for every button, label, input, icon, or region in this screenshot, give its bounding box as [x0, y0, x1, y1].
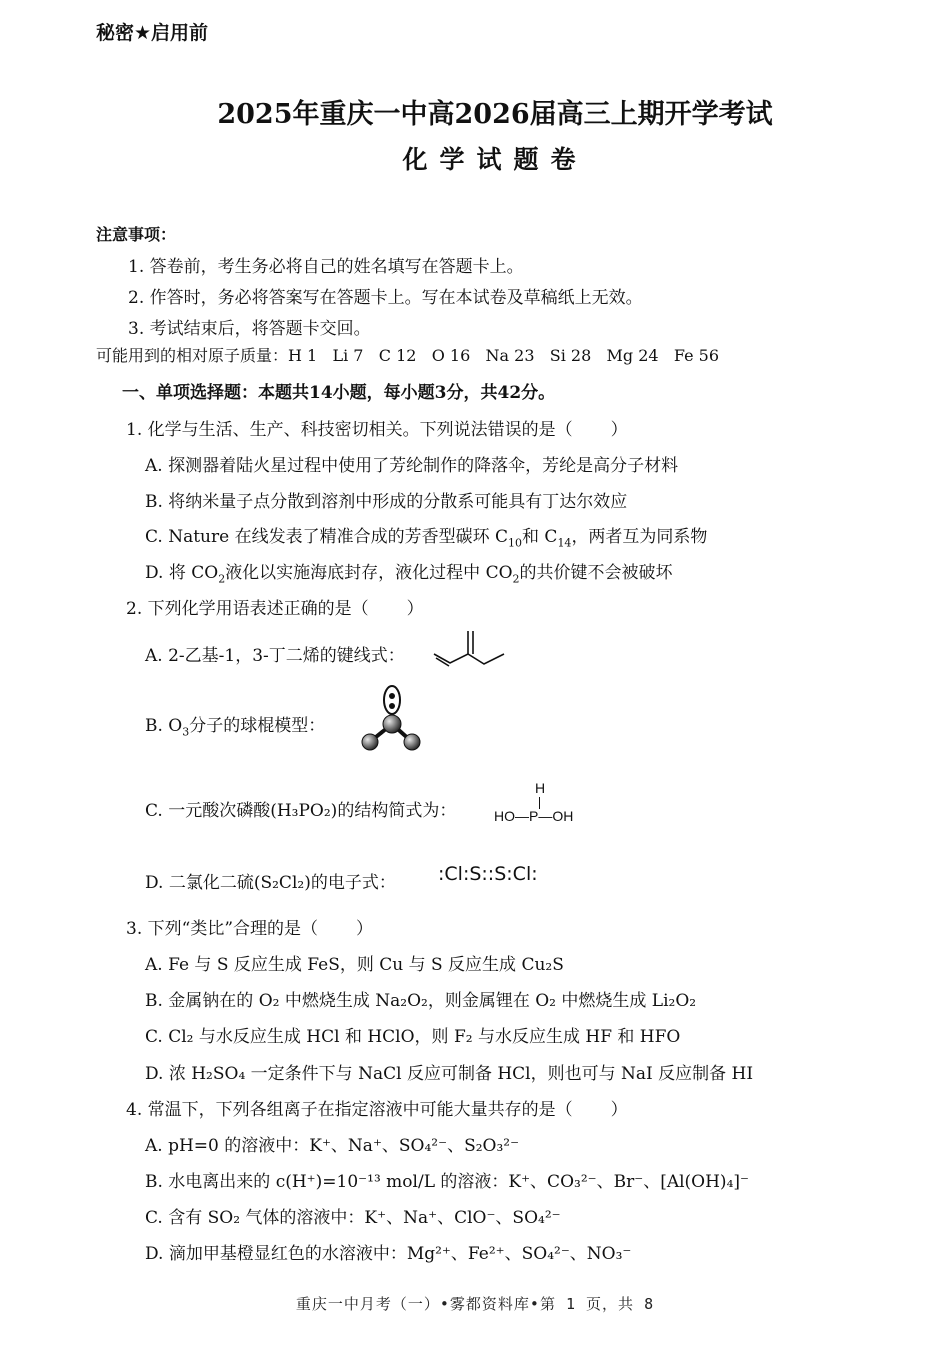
question-1-option-d: [145, 558, 673, 585]
q2c-post: 的结构简式为：: [337, 801, 457, 821]
notice-item-2: 2. 作答时，务必将答案写在答题卡上。写在本试卷及草稿纸上无效。: [128, 288, 643, 308]
skeletal-formula-diagram: [432, 628, 518, 670]
notice-heading: 注意事项：: [96, 225, 177, 244]
question-2-option-a: A. 2-乙基-1，3-丁二烯的键线式：: [145, 646, 405, 666]
page-footer: 重庆一中月考（一）•雾都资料库•第 1 页，共 8: [295, 1295, 655, 1313]
notice-item-3: 3. 考试结束后，将答题卡交回。: [128, 319, 371, 339]
question-1-text: 1. 化学与生活、生产、科技密切相关。下列说法错误的是（: [126, 420, 573, 440]
q2b-pre: B. O: [145, 716, 183, 736]
q1c-pre: C. Nature 在线发表了精准合成的芳香型碳环 C: [145, 527, 509, 547]
q1d-post: 的共价键不会被破坏: [519, 563, 673, 583]
question-3-option-b: B. 金属钠在的 O₂ 中燃烧生成 Na₂O₂，则金属锂在 O₂ 中燃烧生成 Li₂O₂: [145, 991, 697, 1011]
question-1-option-c: [145, 522, 707, 549]
question-2-option-b: [145, 711, 325, 738]
q2c-pre: C. 一元酸次磷酸: [145, 801, 271, 821]
q1d-mid: 液化以实施海底封存，液化过程中 CO: [225, 563, 513, 583]
question-3-option-a: A. Fe 与 S 反应生成 FeS，则 Cu 与 S 反应生成 Cu₂S: [145, 955, 564, 975]
question-1-option-b: B. 将纳米量子点分散到溶剂中形成的分散系可能具有丁达尔效应: [145, 492, 628, 512]
notice-item-1: 1. 答卷前，考生务必将自己的姓名填写在答题卡上。: [128, 257, 524, 277]
question-3-option-d: D. 浓 H₂SO₄ 一定条件下与 NaCl 反应可制备 HCl，则也可与 NaI 反应制备 HI: [145, 1064, 754, 1084]
exam-subtitle: 化学试题卷: [402, 145, 588, 174]
question-1-option-a: A. 探测器着陆火星过程中使用了芳纶制作的降落伞，芳纶是高分子材料: [145, 456, 679, 476]
confidential-label: 秘密★启用前: [96, 22, 209, 44]
question-4-option-a: A. pH=0 的溶液中：K⁺、Na⁺、SO₄²⁻、S₂O₃²⁻: [145, 1136, 520, 1156]
question-1-stem: [126, 415, 628, 440]
electron-formula: :Cl:S::S:Cl:: [438, 863, 538, 885]
question-2-stem: [126, 594, 424, 619]
structural-formula: HO—P—OH: [494, 808, 574, 824]
q1d-sub2: 2: [512, 572, 520, 586]
question-3-option-c: C. Cl₂ 与水反应生成 HCl 和 HClO，则 F₂ 与水反应生成 HF 和 HFO: [145, 1027, 681, 1047]
question-2-close: ）: [406, 599, 424, 619]
question-4-option-c: C. 含有 SO₂ 气体的溶液中：K⁺、Na⁺、ClO⁻、SO₄²⁻: [145, 1208, 561, 1228]
question-2-option-c: [145, 796, 456, 821]
q2b-sub: 3: [182, 725, 190, 739]
question-3-close: ）: [356, 919, 374, 939]
q1d-sub1: 2: [218, 572, 226, 586]
structure-h: H: [535, 780, 546, 796]
question-2-text: 2. 下列化学用语表述正确的是（: [126, 599, 369, 619]
q1c-sub1: 10: [508, 536, 523, 550]
question-4-text: 4. 常温下，下列各组离子在指定溶液中可能大量共存的是（: [126, 1100, 573, 1120]
atomic-masses: 可能用到的相对原子质量：H 1 Li 7 C 12 O 16 Na 23 Si 28 Mg 24 Fe 56: [96, 346, 720, 365]
question-4-option-d: D. 滴加甲基橙显红色的水溶液中：Mg²⁺、Fe²⁺、SO₄²⁻、NO₃⁻: [145, 1244, 632, 1264]
q1c-sub2: 14: [557, 536, 572, 550]
question-2-option-d: [145, 868, 396, 893]
ball-stick-model-diagram: [358, 684, 424, 756]
q2d-pre: D. 二氯化二硫: [145, 873, 254, 893]
q2c-formula: (H₃PO₂): [270, 801, 338, 821]
question-4-option-b: B. 水电离出来的 c(H⁺)=10⁻¹³ mol/L 的溶液：K⁺、CO₃²⁻、Br⁻、[Al(OH)₄]⁻: [145, 1172, 749, 1192]
question-3-text: 3. 下列“类比”合理的是（: [126, 919, 319, 939]
question-4-stem: [126, 1095, 628, 1120]
question-4-close: ）: [610, 1100, 628, 1120]
exam-title: 2025年重庆一中高2026届高三上期开学考试: [217, 99, 773, 130]
section-heading: 一、单项选择题：本题共14小题，每小题3分，共42分。: [122, 383, 556, 403]
q1c-post: ，两者互为同系物: [571, 527, 708, 547]
q2d-post: 的电子式：: [310, 873, 396, 893]
q2d-formula: (S₂Cl₂): [253, 873, 311, 893]
q1c-mid: 和 C: [522, 527, 558, 547]
question-3-stem: [126, 914, 373, 939]
question-1-close: ）: [610, 420, 628, 440]
q1d-pre: D. 将 CO: [145, 563, 219, 583]
q2b-post: 分子的球棍模型：: [189, 716, 326, 736]
